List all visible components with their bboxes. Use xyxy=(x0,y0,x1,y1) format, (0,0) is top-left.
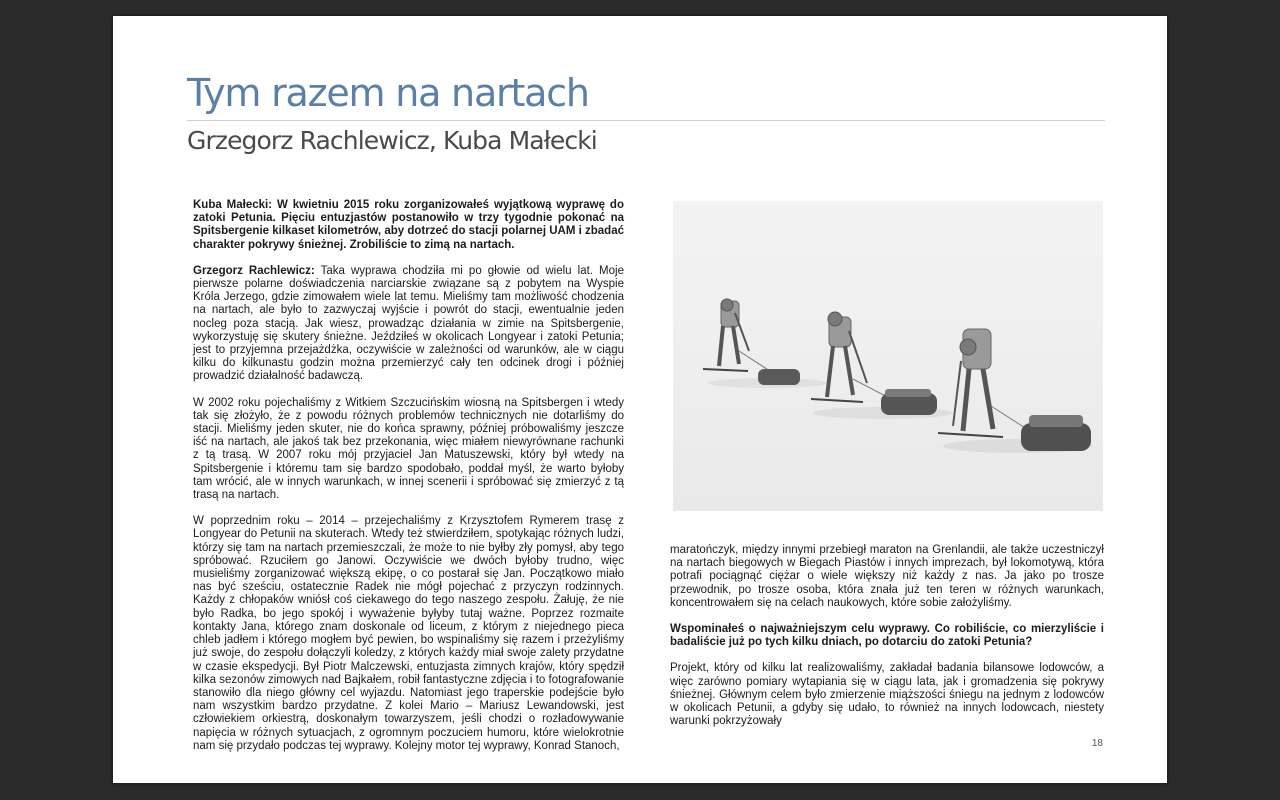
interview-question: Wspominałeś o najważniejszym celu wyprawy. Co robiliście, co mierzyliście i badaliście już po tych kilku dniach, po dotarciu do zatoki Petunia? xyxy=(670,623,1104,649)
article-authors: Grzegorz Rachlewicz, Kuba Małecki xyxy=(187,126,597,155)
body-paragraph: W 2002 roku pojechaliśmy z Witkiem Szczucińskim wiosną na Spitsbergen i wtedy tak się złożyło, że z powodu różnych problemów technicznych nie dotarliśmy do stacji. Mieliśmy jeden skuter, nie do końca sprawny, później próbowaliśmy jeszcze iść na nartach, ale jakoś tak bez przekonania, więc miałem niewyrównane rachunki z tą trasą. W 2007 roku mój przyjaciel Jan Matuszewski, który był wtedy na Spitsbergenie i któremu tam się bardzo spodobało, poddał myśl, że warto byłoby tam wrócić, ale w innych warunkach, w innej scenerii i spróbować się zmierzyć z tą trasą na nartach. xyxy=(193,396,624,502)
skiers-drawing xyxy=(673,201,1103,511)
speaker-label: Grzegorz Rachlewicz: xyxy=(193,264,315,277)
article-title: Tym razem na nartach xyxy=(187,71,589,115)
skiers-illustration xyxy=(673,201,1103,511)
page-number: 18 xyxy=(1091,738,1103,749)
paragraph-text: Taka wyprawa chodziła mi po głowie od wielu lat. Moje pierwsze polarne doświadczenia narciarskie związane są z pobytem na Wyspie Króla Jerzego, gdzie zimowałem wiele lat temu. Mieliśmy tam możliwość chodzenia na nartach, ale było to zazwyczaj wyjście i powrót do stacji, ewentualnie jeden nocleg poza stacją. Jak wiesz, prowadząc działania w zimie na Spitsbergenie, wykorzystuję się skutery śnieżne. Jeździłeś w okolicach Longyear i zatoki Petunia; jest to przyjemna przejażdżka, oczywiście w zależności od warunków, ale w ciągu kilku do kilkunastu godzin można przemierzyć cały ten odcinek drogi i później prowadzić działalność badawczą. xyxy=(193,264,624,383)
document-page xyxy=(113,16,1167,783)
body-paragraph xyxy=(193,265,624,384)
sled-pulk xyxy=(1021,415,1091,451)
skier-figure xyxy=(811,312,895,402)
skier-figure xyxy=(938,329,1033,437)
skier-figure xyxy=(703,299,773,373)
title-divider xyxy=(187,120,1105,121)
body-paragraph: Projekt, który od kilku lat realizowaliśmy, zakładał badania bilansowe lodowców, a więc zarówno pomiary wytapiania się w ciągu lata, jak i gromadzenia się pokrywy śnieżnej. Głównym celem było zmierzenie miąższości śniegu na jednym z lodowców w okolicach Petunii, a gdyby się udało, to również na innych lodowcach, niestety warunki pokrzyżowały xyxy=(670,662,1104,728)
right-text-column xyxy=(670,544,1104,741)
left-text-column xyxy=(193,199,624,766)
body-paragraph: W poprzednim roku – 2014 – przejechaliśmy z Krzysztofem Rymerem trasę z Longyear do Petunii na skuterach. Wtedy też stwierdziłem, spotykając różnych ludzi, którzy się tam na nartach przemieszczali, że może to nie byłby zły pomysł, aby tego spróbować. Rzuciłem go Janowi. Oczywiście we dwóch byłoby trudno, więc musieliśmy zorganizować większą ekipę, o co postarał się Jan. Początkowo miało nas być sześciu, ostatecznie Radek nie mógł pojechać z przyczyn rodzinnych. Każdy z chłopaków wniósł coś ciekawego do tego naszego zespołu. Żałuję, że nie było Radka, bo jego spokój i wyważenie byłyby tutaj ważne. Poprzez rozmaite kontakty Jana, którego znam doskonale od liceum, z którym z niejednego pieca chleb jadłem i którego mogłem być pewien, bo wspinaliśmy się razem i przeżyliśmy już swoje, do zespołu dołączyli koledzy, z których każdy miał swoje zalety przydatne w czasie ekspedycji. Był Piotr Malczewski, entuzjasta zimnych krajów, który spędził kilka sezonów zimowych nad Bajkałem, robił fantastyczne zdjęcia i to fotografowanie stanowiło dla niego główny cel wyjazdu. Natomiast jego traperskie podejście było nam wszystkim bardzo przydatne. Z kolei Mario – Mariusz Lewandowski, jest człowiekiem orkiestrą, doskonałym towarzyszem, jeśli chodzi o rozładowywanie napięcia w różnych sytuacjach, z ogromnym poczuciem humoru, które wielokrotnie nam się przydało podczas tej wyprawy. Kolejny motor tej wyprawy, Konrad Stanoch, xyxy=(193,515,624,752)
body-paragraph: maratończyk, między innymi przebiegł maraton na Grenlandii, ale także uczestniczył na nartach biegowych w Biegach Piastów i innych imprezach, był lokomotywą, która potrafi pociągnąć ciężar o wiele większy niż każdy z nas. Ja jako po trosze przewodnik, po trosze osoba, która znała już ten teren w różnych warunkach, koncentrowałem się na celach naukowych, które sobie założyliśmy. xyxy=(670,544,1104,609)
lead-paragraph: Kuba Małecki: W kwietniu 2015 roku zorganizowałeś wyjątkową wyprawę do zatoki Petunia. Pięciu entuzjastów postanowiło w trzy tygodnie pokonać na Spitsbergenie kilkaset kilometrów, aby dotrzeć do stacji polarnej UAM i zbadać charakter pokrywy śnieżnej. Zrobiliście to zimą na nartach. xyxy=(193,199,624,251)
sled-pulk xyxy=(758,369,800,385)
sled-pulk xyxy=(881,389,937,415)
